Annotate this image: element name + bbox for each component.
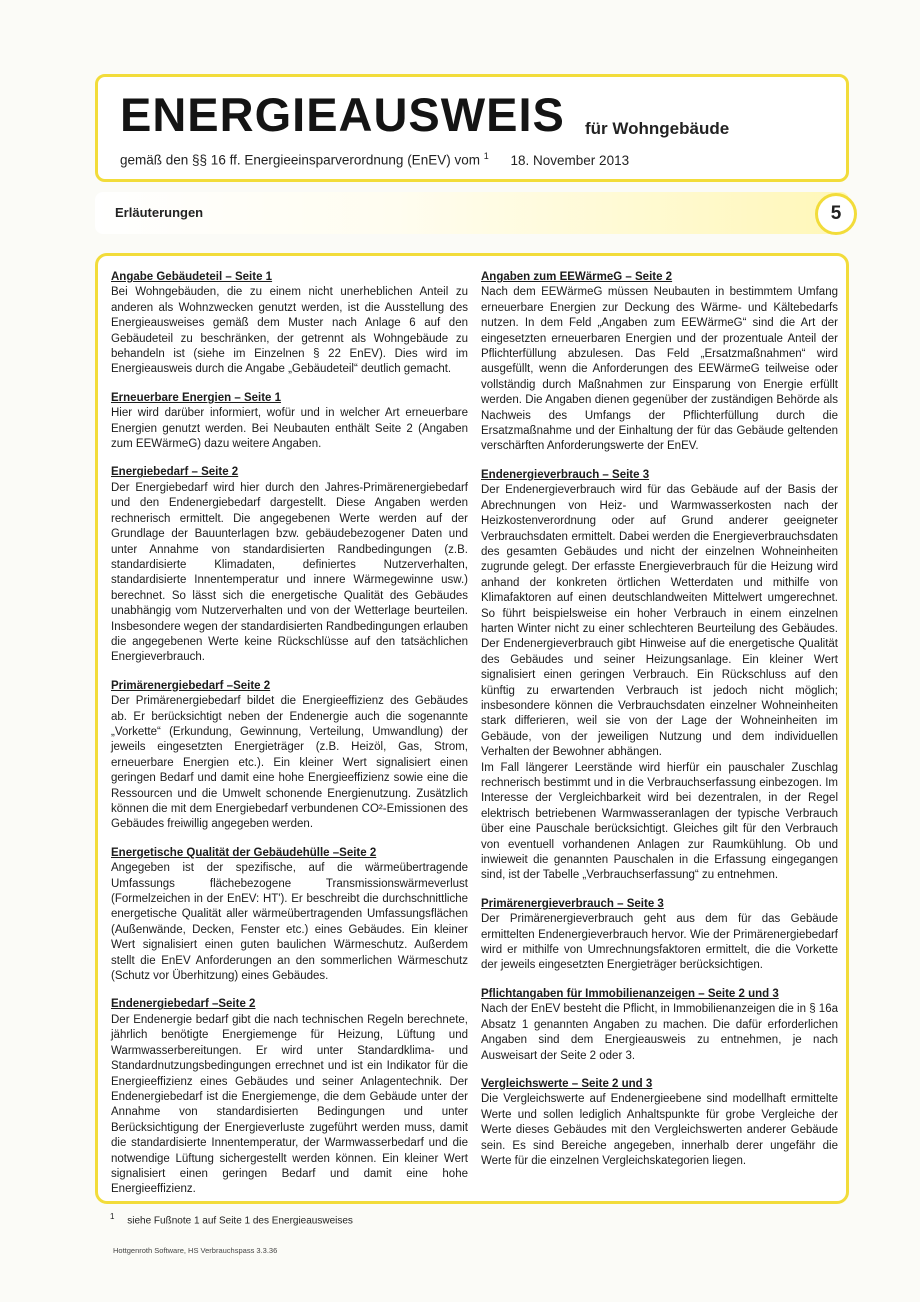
footnote-text: siehe Fußnote 1 auf Seite 1 des Energieausweises [127, 1215, 353, 1227]
document-title: ENERGIEAUSWEIS [120, 88, 565, 141]
section-endenergiebedarf [111, 997, 468, 1197]
section-text: Der Energiebedarf wird hier durch den Jahres-Primärenergiebedarf und den Endenergiebedarf dargestellt. Diese Angaben werden rechnerisch ermittelt. Die angegebenen Werte werden auf der Grundlage der Bauunterlagen bzw. gebäudebezogener Daten und unter Annahme von standardisierten Randbedingungen (z.B. standardisierte Klimadaten, definiertes Nutzerverhalten, standardisierte Innentemperatur und innere Wärmegewinne usw.) berechnet. So lässt sich die energetische Qualität des Gebäudes unabhängig vom Nutzerverhalten und von der Wetterlage beurteilen. Insbesondere wegen der standardisierten Randbedingungen erlauben die angegebenen Werte keine Rückschlüsse auf den tatsächlichen Energieverbrauch. [111, 481, 468, 664]
footnote-marker: 1 [483, 151, 489, 161]
issue-date: 18. November 2013 [510, 152, 630, 168]
section-text: Der Endenergie bedarf gibt die nach technischen Regeln berechnete, jährlich benötigte Energiemenge für Heizung, Lüftung und Warmwasserbereitungen. Er wird unter Standardklima- und Standardnutzungsbedingungen errechnet und ist ein Indikator für die Energieeffizienz eines Gebäudes und seiner Anlagentechnik. Der Endenergiebedarf ist die Energiemenge, die dem Gebäude unter der Annahme von standardisierten Bedingungen und unter Berücksichtigung der Energieverluste zugeführt werden muss, damit die standardisierte Innentemperatur, der Warmwasserbedarf und die notwendige Lüftung sichergestellt werden können. Ein kleiner Wert signalisiert einen geringen Bedarf und damit eine hohe Energieeffizienz. [111, 1013, 468, 1196]
footnote [110, 1212, 353, 1226]
section-primaerenergieverbrauch [481, 897, 838, 974]
section-heading: Endenergieverbrauch – Seite 3 [481, 468, 650, 481]
right-column [481, 270, 838, 1182]
section-text: Der Primärenergiebedarf bildet die Energieeffizienz des Gebäudes ab. Er berücksichtigt neben der Endenergie auch die sogenannte „Vorkette“ (Erkundung, Gewinnung, Verteilung, Umwandlung) der jeweils eingesetzten Energieträger (z.B. Heizöl, Gas, Strom, erneuerbare Energien etc.). Ein kleiner Wert signalisiert einen geringen Bedarf und damit eine hohe Energieeffizienz sowie eine die Ressourcen und die Umwelt schonende Energienutzung. Zusätzlich können die mit dem Energiebedarf verbundenen CO²-Emissionen des Gebäudes freiwillig angegeben werden. [111, 695, 468, 831]
section-heading: Primärenergieverbrauch – Seite 3 [481, 897, 664, 910]
software-credit: Hottgenroth Software, HS Verbrauchspass 3.3.36 [113, 1246, 278, 1255]
footnote-number: 1 [110, 1212, 115, 1221]
section-text: Nach der EnEV besteht die Pflicht, in Immobilienanzeigen die in § 16a Absatz 1 genannten Angaben zu machen. Die dafür erforderlichen Angaben sind dem Energieausweis zu entnehmen, je nach Ausweisart der Seite 2 oder 3. [481, 1003, 838, 1062]
page-number-badge: 5 [815, 193, 857, 235]
left-column [111, 270, 468, 1211]
section-heading: Energetische Qualität der Gebäudehülle –Seite 2 [111, 846, 377, 859]
section-heading: Angabe Gebäudeteil – Seite 1 [111, 271, 273, 283]
section-heading: Erneuerbare Energien – Seite 1 [111, 391, 282, 404]
section-text: Bei Wohngebäuden, die zu einem nicht unerheblichen Anteil zu anderen als Wohnzwecken genutzt werden, ist die Ausstellung des Energieausweises gemäß dem Muster nach Anlage 6 auf den Gebäudeteil zu beschränken, der getrennt als Wohngebäude zu behandeln ist (siehe im Einzelnen § 22 EnEV). Dies wird im Energieausweis durch die Angabe „Gebäudeteil“ deutlich gemacht. [111, 286, 468, 376]
section-bar [95, 192, 849, 234]
section-text: Nach dem EEWärmeG müssen Neubauten in bestimmtem Umfang erneuerbare Energien zur Deckung des Wärme- und Kältebedarfs nutzen. In dem Feld „Angaben zum EEWärmeG“ sind die Art der eingesetzten erneuerbaren Energien und der prozentuale Anteil der Pflichterfüllung abzulesen. Das Feld „Ersatzmaßnahmen“ wird ausgefüllt, wenn die Anforderungen des EEWärmeG teilweise oder vollständig durch Maßnahmen zur Einsparung von Energie erfüllt werden. Die Angaben dienen gegenüber der zuständigen Behörde als Nachweis des Umfangs der Pflichterfüllung durch die Ersatzmaßnahme und der Einhaltung der für das Gebäude geltenden verschärften Anforderungswerte der EnEV. [481, 286, 838, 453]
section-text: Der Endenergieverbrauch wird für das Gebäude auf der Basis der Abrechnungen von Heiz- und Warmwasserkosten nach der Heizkostenverordnung oder auf Grund anderer geeigneter Verbrauchsdaten ermittelt. Dabei werden die Energieverbrauchsdaten des gesamten Gebäudes und nicht der einzelnen Wohneinheiten zugrunde gelegt. Der erfasste Energieverbrauch für die Heizung wird anhand der konkreten örtlichen Wetterdaten und mithilfe von Klimafaktoren auf einen deutschlandweiten Mittelwert umgerechnet. So führt beispielsweise ein hoher Verbrauch in einem einzelnen harten Winter nicht zu einer schlechteren Beurteilung des Gebäudes. Der Endenergieverbrauch gibt Hinweise auf die energetische Qualität des Gebäudes und seiner Heizungsanlage. Ein kleiner Wert signalisiert einen geringen Verbrauch. Ein Rückschluss auf den künftig zu erwartenden Verbrauch ist jedoch nicht möglich; insbesondere können die Verbrauchsdaten einzelner Wohneinheiten stark differieren, weil sie von der Lage der Wohneinheiten im Gebäude, von der jeweiligen Nutzung und dem individuellen Verhalten der Bewohner abhängen. [481, 484, 838, 759]
section-heading: Endenergiebedarf –Seite 2 [111, 998, 256, 1011]
section-erneuerbare-energien [111, 391, 468, 453]
section-gebaeudeteil [111, 270, 468, 378]
section-text: Angegeben ist der spezifische, auf die wärmeübertragende Umfassungs flächebezogene Transmissionswärmeverlust (Formelzeichen in der EnEV: HT'). Er beschreibt die durchschnittliche energetische Qualität aller wärmeübertragenden Umfassungsflächen (Außenwände, Decken, Fenster etc.) eines Gebäudes. Ein kleiner Wert signalisiert einen guten baulichen Wärmeschutz. Außerdem stellt die EnEV Anforderungen an den sommerlichen Wärmeschutz (Schutz vor Überhitzung) eines Gebäudes. [111, 862, 468, 983]
section-eewaermeg [481, 270, 838, 455]
section-text: Der Primärenergieverbrauch geht aus dem für das Gebäude ermittelten Endenergieverbrauch hervor. Wie der Primärenergiebedarf wird er mithilfe von Umrechnungsfaktoren ermittelt, die die Vorkette der jeweils eingesetzten Energieträger berücksichtigen. [481, 913, 838, 972]
section-text: Hier wird darüber informiert, wofür und in welcher Art erneuerbare Energien genutzt werden. Bei Neubauten enthält Seite 2 (Angaben zum EEWärmeG) dazu weitere Angaben. [111, 407, 468, 451]
section-primaerenergiebedarf [111, 679, 468, 833]
section-text-continued: Im Fall längerer Leerstände wird hierfür ein pauschaler Zuschlag rechnerisch bestimmt und in die Verbrauchserfassung einbezogen. Im Interesse der Vergleichbarkeit wird bei dezentralen, in der Regel elektrisch betriebenen Warmwasseranlagen der typische Verbrauch über eine Pauschale berücksichtigt. Gleiches gilt für den Verbrauch von eventuell vorhandenen Anlagen zur Raumkühlung. Ob und inwieweit die genannten Pauschalen in die Erfassung eingegangen sind, ist der Tabelle „Verbrauchserfassung“ zu entnehmen. [481, 761, 838, 882]
section-heading: Primärenergiebedarf –Seite 2 [111, 679, 271, 692]
legal-reference-text: gemäß den §§ 16 ff. Energieeinsparverordnung (EnEV) vom [120, 152, 480, 168]
section-heading: Energiebedarf – Seite 2 [111, 466, 239, 479]
section-text: Die Vergleichswerte auf Endenergieebene sind modellhaft ermittelte Werte und sollen lediglich Anhaltspunkte für grobe Vergleiche der Werte dieses Gebäudes mit den Vergleichswerten anderer Gebäude sein. Es sind Bereiche angegeben, innerhalb derer ungefähr die Werte für die einzelnen Vergleichskategorien liegen. [481, 1093, 838, 1167]
section-vergleichswerte [481, 1077, 838, 1169]
legal-reference [120, 151, 629, 168]
section-heading: Angaben zum EEWärmeG – Seite 2 [481, 271, 673, 283]
header-box [95, 74, 849, 182]
section-heading: Vergleichswerte – Seite 2 und 3 [481, 1077, 653, 1090]
section-energiebedarf [111, 465, 468, 665]
section-title: Erläuterungen [115, 205, 204, 220]
content-box [95, 253, 849, 1204]
section-heading: Pflichtangaben für Immobilienanzeigen – Seite 2 und 3 [481, 987, 779, 1000]
document-subtitle: für Wohngebäude [585, 119, 730, 138]
section-gebaeudehuelle [111, 846, 468, 985]
section-pflichtangaben [481, 987, 838, 1064]
section-endenergieverbrauch [481, 468, 838, 884]
